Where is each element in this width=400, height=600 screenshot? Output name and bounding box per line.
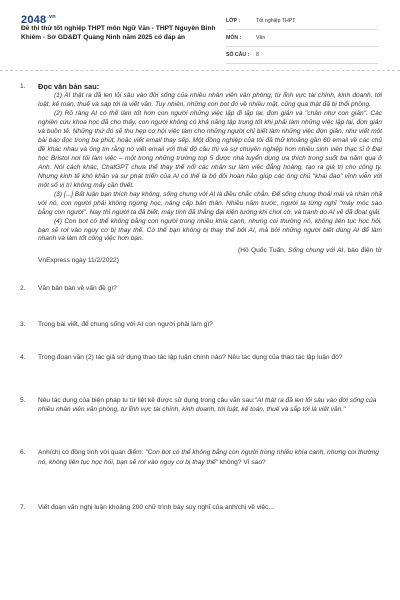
- passage-paragraph-2: (2) Rõ ràng AI có thể làm tốt hơn con người những việc lặp đi lặp lại, đơn giản và "chân như con giản". Các nghiên cứu khoa học đã cho thấy, con người không có khả năng tập trung tốt khi phải làm những việc lặp lại, đơn giản và buồn tẻ. Những thứ đó sẽ thu hẹp cơ hội việc làm cho những người chỉ biết làm những việc đơn giản, như viết một bài báo đọc trong ba phút, hoặc viết email thay sếp. Một đồng nghiệp của tôi đã thử khoảng gần 60 email về các chủ đề khác nhau và ông tin rằng nó viết email với thái độ cầu thị và sự chuyên nghiệp hơn nhiều sinh viên thạc sĩ ở Đại học Bristol nơi tôi làm việc – một trong những trường top 5 được nhà tuyển dụng ưa thích trong suốt ba năm qua ở Anh. Nói cách khác, ChatGPT chưa thể thay thế nổi các nhân sự làm việc đẳng hoàng, tạo ra giá trị cho công ty. Nhưng kinh tế khó khăn và sự phát triển của AI có thể là bộ đôi hoàn hảo giúp các ông chủ "khai đao" vĩnh viễn với một số vị trí không mấy cần thiết.: [38, 110, 382, 189]
- source-prefix: (Hồ Quốc Tuấn,: [238, 247, 289, 255]
- exam-meta: [226, 13, 378, 64]
- question-text: [38, 448, 382, 466]
- question-quote: "Con bot có thể không bằng con người trong nhiều khía cạnh, nhưng coi thường nó, không liên tục học hỏi, bạn sẽ rơi vào nguy cơ bị thay thế": [38, 449, 379, 466]
- question-text: Văn bản bàn về vấn đề gì?: [38, 285, 117, 293]
- meta-row-count: [226, 47, 378, 64]
- meta-value: Văn: [256, 35, 266, 41]
- question-number: 7.: [20, 503, 26, 511]
- question-4: [20, 353, 382, 362]
- question-5: [20, 396, 382, 414]
- question-title: Đọc văn bản sau:: [38, 82, 100, 91]
- question-7: [20, 503, 382, 512]
- meta-label: LỚP :: [226, 18, 241, 24]
- source-title: Sống chung với AI: [288, 247, 344, 255]
- question-6: [20, 448, 382, 466]
- meta-row-class: [226, 13, 378, 30]
- question-text: Trong bài viết, để chung sống với AI con người phải làm gì?: [38, 320, 213, 328]
- question-number: 2.: [20, 285, 26, 293]
- meta-value: 8: [256, 52, 259, 58]
- question-2: [20, 284, 382, 293]
- question-text: Trong đoạn văn (2) tác giả sử dụng thao tác lập luận chính nào? Nêu tác dụng của thao tác lập luận đó?: [38, 353, 343, 361]
- question-list: [20, 82, 382, 512]
- meta-row-subject: [226, 30, 378, 47]
- question-number: 1.: [20, 83, 26, 90]
- reading-passage: [38, 92, 382, 244]
- question-1: [20, 82, 382, 265]
- question-number: 4.: [20, 353, 26, 361]
- source-suffix: , báo điện tử VnExpress ngày 11/2/2022): [38, 247, 382, 264]
- question-quote: "AI thật ra đã len lỏi sâu vào đời sống của nhiều nhân viên văn phòng, từ lĩnh vực tài chính, kinh doanh, tới luật, kế toán, thuế và sắp tới là viết văn.": [38, 397, 377, 414]
- passage-source: [38, 246, 382, 265]
- question-prefix: Anh/chị có đồng tình với quan điểm:: [38, 449, 146, 457]
- passage-paragraph-4: (4) Con bot có thể không bằng con người trong nhiều khía cạnh, nhưng coi thường nó, không liên tục học hỏi, bạn sẽ rơi vào nguy cơ bị thay thế. Có thể bạn không bị thay thế bởi AI, mà bởi những người biết dùng AI để làm nhanh và làm tốt công việc hơn bạn.: [38, 217, 382, 243]
- logo-main: 2048: [21, 14, 47, 26]
- passage-paragraph-1: (1) AI thật ra đã len lỏi sâu vào đời sống của nhiều nhân viên văn phòng, từ lĩnh vực tài chính, kinh doanh, tới luật, kế toán, thuế và sáp tới là viết văn. Tuy nhiên, những con bot đó về nhiều mặt, cũng quá thật đã bị thổi phồng.: [38, 92, 382, 109]
- meta-label: MÔN :: [226, 35, 242, 41]
- question-number: 6.: [20, 449, 26, 457]
- header-divider: [0, 70, 400, 71]
- question-number: 3.: [20, 320, 26, 328]
- passage-paragraph-3: (3) [...] Bất luận bạn thích hay không, sống chung với AI là điều chắc chắn. Để sống chung thoải mái và nhàn nhã với nó, con người phải không ngừng học, nâng cấp bản thân. Nhiều năm trước, người ta từng nghĩ "máy móc sao bằng con người". Nay thì người ta đã biết, máy tính đã thắng đại kiện tướng khi chơi cờ, và tranh do AI vẽ đã đoạt giải.: [38, 190, 382, 216]
- question-3: [20, 320, 382, 329]
- logo-suffix: .vn: [47, 14, 56, 20]
- page-header: [0, 0, 400, 62]
- question-number: 5.: [20, 397, 26, 405]
- question-prefix: Nêu tác dụng của biện pháp tu từ liệt kê được sử dụng trong câu văn sau:: [38, 397, 255, 405]
- question-text: Viết đoạn văn nghị luận khoảng 200 chữ trình bày suy nghĩ của anh/chị về việc...: [38, 503, 274, 511]
- question-suffix: không? Vì sao?: [218, 458, 266, 466]
- question-text: [38, 396, 382, 414]
- exam-title: Đề thi thử tốt nghiệp THPT môn Ngữ Văn - THPT Nguyên Bỉnh Khiêm - Sở GD&ĐT Quảng Ninh năm 2025 có đáp án: [21, 25, 216, 41]
- meta-label: SỐ CÂU :: [226, 52, 250, 58]
- meta-value: Tốt nghiệp THPT: [256, 18, 296, 24]
